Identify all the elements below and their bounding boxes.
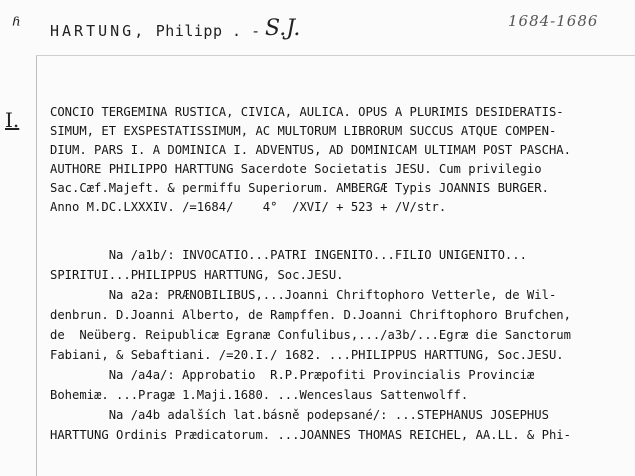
title-line: CONCIO TERGEMINA RUSTICA, CIVICA, AULICA. OPUS A PLURIMIS DESIDERATIS- <box>50 105 564 119</box>
note-line: denbrun. D.Joanni Alberto, de Rampffen. D.Joanni Chriftophoro Brufchen, <box>50 308 571 322</box>
note-line: Na /a4b adalších lat.básně podepsané/: ...STEPHANUS JOSEPHUS <box>50 408 549 422</box>
note-line: SPIRITUI...PHILIPPUS HARTTUNG, Soc.JESU. <box>50 268 344 282</box>
entry-number: I. <box>5 108 20 132</box>
note-line: HARTTUNG Ordinis Prædicatorum. ...JOANNES THOMAS REICHEL, AA.LL. & Phi- <box>50 428 571 442</box>
title-line: SIMUM, ET EXSPESTATISSIMUM, AC MULTORUM LIBRORUM SUCCUS ATQUE COMPEN- <box>50 124 557 138</box>
note-line: Fabiani, & Sebaftiani. /=20.I./ 1682. ...PHILIPPUS HARTTUNG, Soc.JESU. <box>50 348 564 362</box>
title-line: AUTHORE PHILIPPO HARTTUNG Sacerdote Societatis JESU. Cum privilegio <box>50 162 542 176</box>
card-top-rule <box>36 55 635 56</box>
handwritten-dates: 1684-1686 <box>508 12 599 30</box>
note-line: Bohemiæ. ...Pragæ 1.Maji.1680. ...Wenceslaus Sattenwolff. <box>50 388 469 402</box>
note-line: Na /a4a/: Approbatio R.P.Præpofiti Provincialis Provinciæ <box>50 368 535 382</box>
card-left-rule <box>36 55 37 476</box>
author-heading <box>50 22 261 40</box>
title-line: Sac.Cæf.Majeft. & permiffu Superiorum. AMBERGÆ Typis JOANNIS BURGER. <box>50 181 549 195</box>
author-given-name: Philipp . - <box>146 22 261 40</box>
handwritten-mark: ʱ <box>12 14 22 39</box>
note-line: Na a2a: PRÆNOBILIBUS,...Joanni Chriftophoro Vetterle, de Wil- <box>50 288 557 302</box>
imprint-line: Anno M.DC.LXXXIV. /=1684/ 4° /XVI/ + 523 + /V/str. <box>50 200 447 214</box>
note-line: Na /a1b/: INVOCATIO...PATRI INGENITO...FILIO UNIGENITO... <box>50 248 527 262</box>
title-line: DIUM. PARS I. A DOMINICA I. ADVENTUS, AD DOMINICAM ULTIMAM POST PASCHA. <box>50 143 571 157</box>
author-surname: HARTUNG, <box>50 22 147 40</box>
note-line: de Neüberg. Reipublicæ Egranæ Confulibus,.../a3b/...Egræ die Sanctorum <box>50 328 571 342</box>
order-abbreviation: S.J. <box>265 16 301 41</box>
